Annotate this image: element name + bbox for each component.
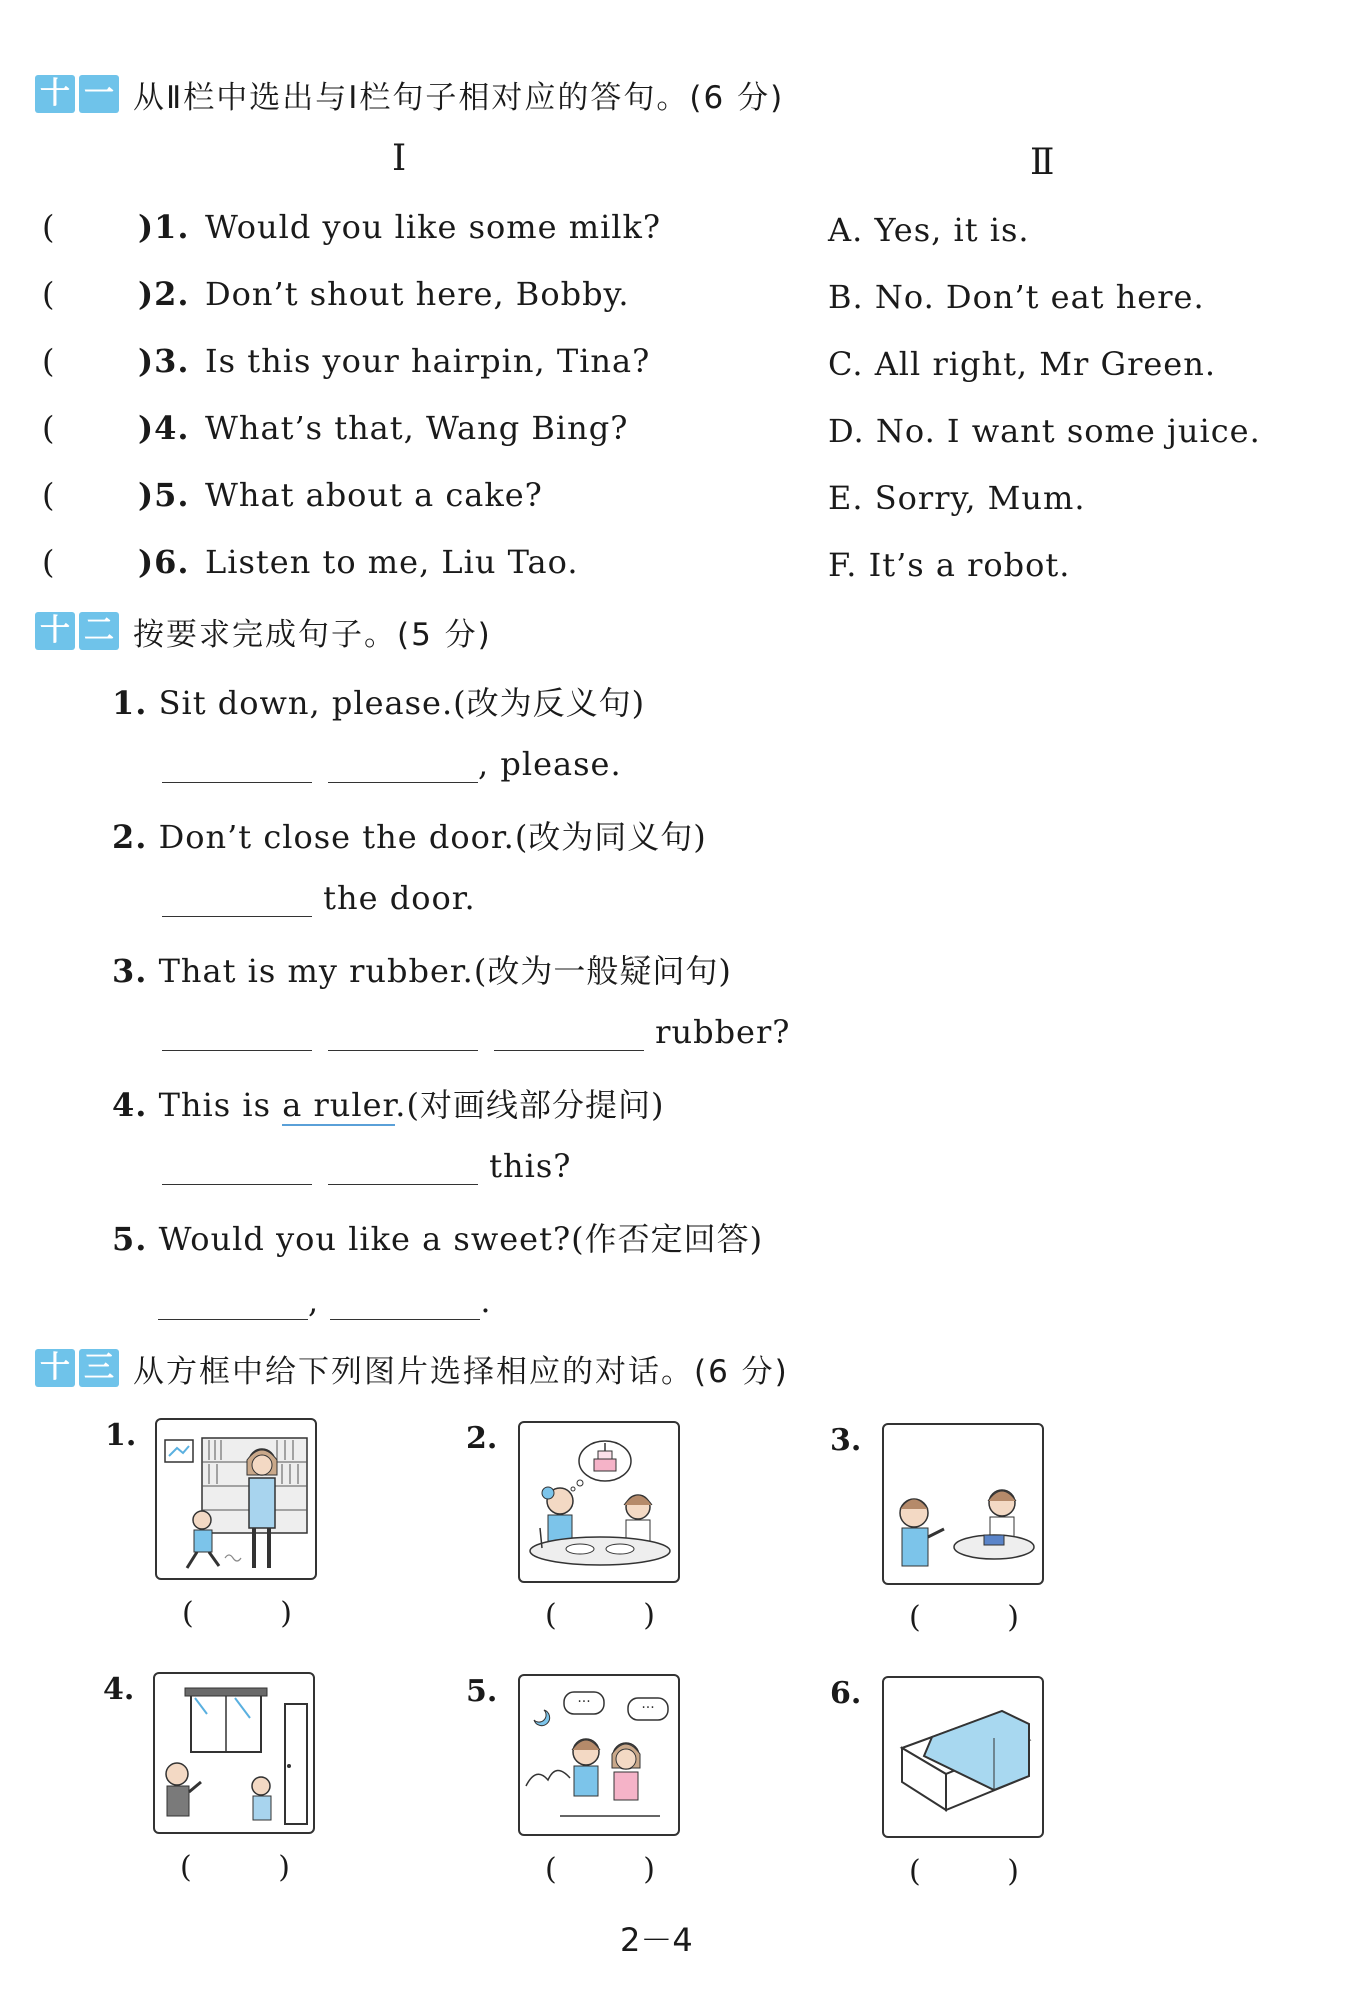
picture-number: 6.: [830, 1676, 862, 1711]
question-number: )1.: [138, 208, 190, 246]
exercise-sentence: That is my rubber.: [158, 952, 474, 990]
blank-field[interactable]: [158, 1289, 308, 1320]
section-title: 按要求完成句子。(5 分): [133, 616, 492, 653]
answer-line: , please.: [162, 745, 622, 783]
picture-number: 3.: [830, 1423, 862, 1458]
answer-blank[interactable]: ( ): [909, 1854, 1019, 1889]
blank-field[interactable]: [330, 1289, 480, 1320]
exercise-instruction: (改为反义句): [453, 684, 646, 722]
question-number: )2.: [138, 275, 190, 313]
question-text: What about a cake?: [205, 476, 543, 514]
exercise-sentence: Would you like a sweet?: [158, 1220, 572, 1258]
exercise-sentence: Don’t close the door.: [158, 818, 515, 856]
section-13-heading: [35, 1346, 789, 1390]
picture-conversation-scene: [518, 1674, 680, 1836]
answer-blank[interactable]: (: [42, 543, 55, 581]
exercise-item: 2. Don’t close the door.(改为同义句): [112, 818, 707, 856]
answer-blank[interactable]: ( ): [182, 1596, 292, 1631]
column-heading-2: Ⅱ: [1030, 142, 1055, 183]
blank-field[interactable]: [162, 752, 312, 783]
conversation-illustration: [520, 1676, 678, 1834]
answer-blank[interactable]: (: [42, 208, 55, 246]
answer-blank[interactable]: (: [42, 409, 55, 447]
page-number: 2－4: [620, 1921, 693, 1959]
answer-option: C. All right, Mr Green.: [828, 345, 1217, 383]
exercise-item: 4. This is a ruler.(对画线部分提问): [112, 1086, 665, 1124]
question-number: )5.: [138, 476, 190, 514]
answer-option: F. It’s a robot.: [828, 546, 1071, 584]
exercise-item: 3. That is my rubber.(改为一般疑问句): [112, 952, 732, 990]
section-title: 从方框中给下列图片选择相应的对话。(6 分): [133, 1353, 789, 1390]
section-title: 从Ⅱ栏中选出与Ⅰ栏句子相对应的答句。(6 分): [133, 79, 785, 116]
answer-option: D. No. I want some juice.: [828, 412, 1261, 450]
answer-line: rubber?: [162, 1013, 790, 1051]
exercise-instruction: (对画线部分提问): [406, 1086, 665, 1124]
question-number: )3.: [138, 342, 190, 380]
picture-library-scene: [155, 1418, 317, 1580]
section-number-badge: 十 三: [35, 1349, 119, 1387]
exercise-instruction: (改为同义句): [514, 818, 707, 856]
blank-field[interactable]: [494, 1020, 644, 1051]
exercise-sentence: This is a ruler.: [158, 1086, 407, 1124]
blank-field[interactable]: [162, 1154, 312, 1185]
answer-blank[interactable]: ( ): [545, 1598, 655, 1633]
answer-blank[interactable]: (: [42, 275, 55, 313]
exercise-instruction: (改为一般疑问句): [473, 952, 732, 990]
section-number-badge: 十 二: [35, 612, 119, 650]
svg-text:···: ···: [577, 1694, 591, 1710]
blank-field[interactable]: [328, 1020, 478, 1051]
blank-field[interactable]: [328, 1154, 478, 1185]
answer-blank[interactable]: (: [42, 476, 55, 514]
answer-blank[interactable]: ( ): [909, 1600, 1019, 1635]
answer-blank[interactable]: ( ): [180, 1850, 290, 1885]
picture-number: 4.: [103, 1672, 135, 1707]
picture-number: 5.: [466, 1674, 498, 1709]
blank-field[interactable]: [162, 886, 312, 917]
answer-line: , .: [158, 1282, 492, 1320]
underlined-phrase: a ruler: [282, 1086, 396, 1124]
picture-eating-scene: [882, 1423, 1044, 1585]
exercise-item: 5. Would you like a sweet?(作否定回答): [112, 1220, 764, 1258]
answer-blank[interactable]: (: [42, 342, 55, 380]
answer-option: E. Sorry, Mum.: [828, 479, 1086, 517]
section-11-heading: [35, 72, 784, 116]
library-illustration: [157, 1420, 315, 1578]
exercise-item: 1. Sit down, please.(改为反义句): [112, 684, 646, 722]
column-heading-1: Ⅰ: [392, 138, 407, 179]
picture-rubber: [882, 1676, 1044, 1838]
question-text: Would you like some milk?: [205, 208, 662, 246]
question-number: )6.: [138, 543, 190, 581]
picture-number: 1.: [105, 1418, 137, 1453]
answer-option: A. Yes, it is.: [828, 211, 1030, 249]
answer-blank[interactable]: ( ): [545, 1852, 655, 1887]
section-number-badge: 十 一: [35, 75, 119, 113]
svg-text:···: ···: [641, 1700, 655, 1716]
answer-option: B. No. Don’t eat here.: [828, 278, 1205, 316]
question-number: )4.: [138, 409, 190, 447]
blank-field[interactable]: [328, 752, 478, 783]
blank-field[interactable]: [162, 1020, 312, 1051]
answer-line: this?: [162, 1147, 571, 1185]
exercise-sentence: Sit down, please.: [158, 684, 454, 722]
picture-birthday-cake-scene: [518, 1421, 680, 1583]
picture-window-door-scene: [153, 1672, 315, 1834]
rubber-icon: [884, 1678, 1042, 1836]
exercise-instruction: (作否定回答): [571, 1220, 764, 1258]
answer-line: the door.: [162, 879, 476, 917]
section-12-heading: [35, 609, 492, 653]
question-text: Listen to me, Liu Tao.: [205, 543, 579, 581]
pointing-eating-illustration: [884, 1425, 1042, 1583]
picture-number: 2.: [466, 1421, 498, 1456]
question-text: Is this your hairpin, Tina?: [205, 342, 651, 380]
question-text: What’s that, Wang Bing?: [205, 409, 629, 447]
window-door-illustration: [155, 1674, 313, 1832]
cake-dinner-illustration: [520, 1423, 678, 1581]
question-text: Don’t shout here, Bobby.: [205, 275, 630, 313]
